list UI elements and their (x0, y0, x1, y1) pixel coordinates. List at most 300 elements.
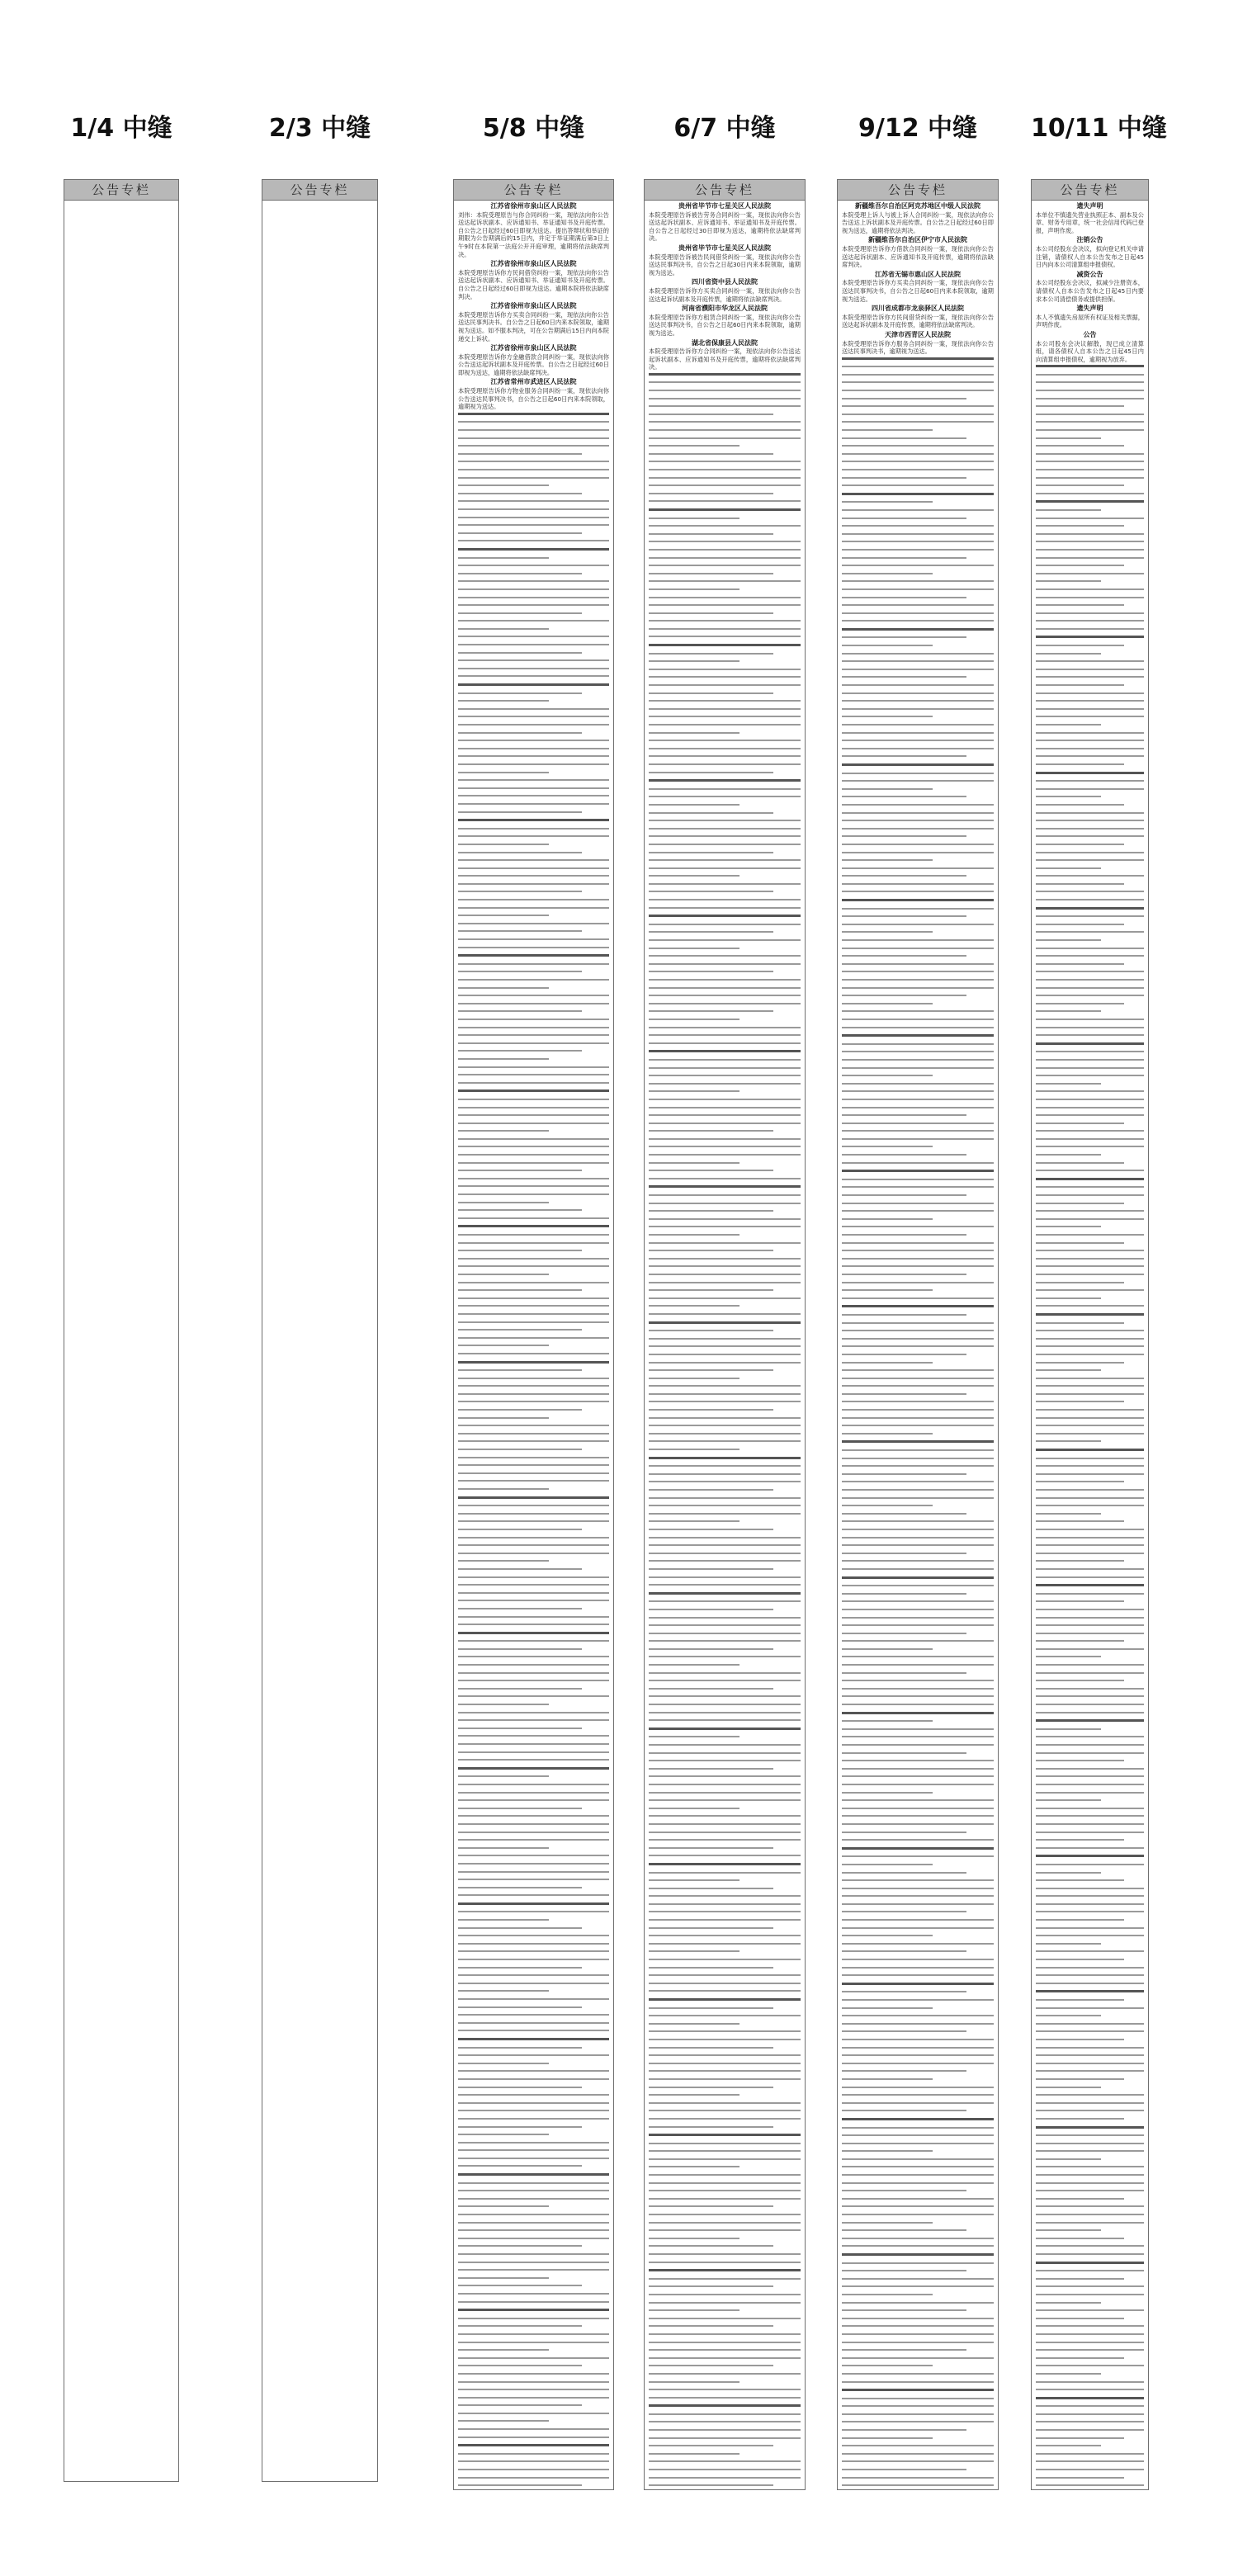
text-line (458, 1983, 609, 1984)
text-line (1036, 1186, 1144, 1188)
text-line (458, 1130, 549, 1132)
text-line (458, 1887, 582, 1888)
text-line (842, 2365, 933, 2366)
text-line (842, 1075, 933, 1076)
text-line (1036, 867, 1101, 869)
text-line (842, 357, 994, 360)
text-line (1036, 1911, 1144, 1912)
text-line (842, 573, 933, 574)
text-line (1036, 653, 1101, 655)
text-line (842, 469, 994, 470)
text-line (649, 2325, 773, 2327)
text-line (842, 2302, 994, 2304)
text-line (842, 1378, 994, 1379)
text-line (842, 995, 966, 996)
text-line (649, 1568, 773, 1570)
panel-header: 公告专栏 (1032, 180, 1148, 201)
text-line (458, 1799, 609, 1801)
text-line (649, 1234, 739, 1236)
column-6-7 (644, 0, 806, 2576)
text-line (1036, 1752, 1144, 1754)
text-line (649, 2158, 801, 2160)
text-line (842, 1792, 933, 1794)
text-line (1036, 1695, 1144, 1697)
text-line (842, 2421, 994, 2422)
text-line (1036, 1369, 1101, 1371)
text-line (1036, 461, 1144, 462)
text-line (458, 1146, 609, 1147)
notice-court: 四川省资中县人民法院 (692, 278, 758, 286)
notice-item (458, 378, 609, 410)
text-line (1036, 1162, 1124, 1164)
text-line (842, 796, 966, 797)
text-line (649, 1672, 801, 1674)
text-line (842, 484, 994, 486)
notice-text: 本公司经股东会决议，拟向登记机关申请注销，请债权人自本公告发布之日起45日内向本公司清算组申报债权。 (1036, 244, 1144, 269)
text-line (842, 453, 994, 455)
text-line (458, 1074, 609, 1075)
text-line (458, 1027, 609, 1028)
text-line (458, 2078, 609, 2080)
column-1-4 (64, 0, 179, 2576)
text-line (649, 732, 739, 734)
notice-text: 本人不慎遗失房屋所有权证及相关票据，声明作废。 (1036, 313, 1144, 329)
notice-court: 天津市西青区人民法院 (885, 330, 951, 338)
text-line (458, 763, 609, 765)
text-line (1036, 1313, 1144, 1316)
text-line (1036, 1999, 1124, 2001)
text-line (1036, 588, 1144, 590)
text-line (842, 732, 994, 734)
text-line (458, 604, 609, 606)
text-line (1036, 1305, 1144, 1307)
text-line (458, 930, 582, 932)
text-line (1036, 628, 1144, 630)
text-line (1036, 1458, 1144, 1459)
text-line (458, 659, 609, 661)
text-line (1036, 2484, 1144, 2486)
text-line (458, 1808, 582, 1809)
text-line (458, 1680, 609, 1681)
text-line (458, 2142, 609, 2144)
text-line (458, 461, 609, 462)
text-line (649, 1688, 773, 1690)
text-line (1036, 1338, 1144, 1340)
text-line (842, 1974, 994, 1976)
text-line (1036, 1736, 1144, 1737)
text-line (842, 2118, 994, 2120)
text-line (649, 1792, 801, 1794)
text-line (458, 700, 549, 702)
text-line (649, 716, 801, 717)
text-line (842, 1864, 933, 1865)
text-line (649, 2039, 801, 2040)
text-line (649, 2134, 801, 2136)
text-line (458, 1902, 609, 1905)
text-line (842, 1648, 933, 1650)
text-line (649, 2397, 801, 2399)
text-line (458, 995, 609, 996)
text-line (1036, 1465, 1144, 1467)
text-line (842, 844, 994, 845)
text-line (842, 1258, 994, 1260)
text-line (1036, 2357, 1124, 2359)
notice-court: 江苏省徐州市泉山区人民法院 (490, 302, 577, 310)
text-line (649, 2429, 801, 2431)
text-line (649, 804, 739, 806)
text-line (458, 1313, 609, 1315)
text-line (649, 1178, 801, 1179)
text-line (649, 405, 801, 407)
text-line (842, 509, 994, 511)
text-line (1036, 835, 1144, 837)
text-line (1036, 1544, 1144, 1546)
text-line (842, 604, 994, 606)
text-line (458, 1927, 582, 1929)
text-line (842, 1099, 994, 1100)
text-line (842, 1633, 966, 1634)
text-line (842, 645, 933, 646)
text-line (842, 612, 994, 614)
text-line (458, 1847, 549, 1849)
text-line (649, 1695, 801, 1697)
text-line (458, 1321, 609, 1323)
text-line (842, 2381, 994, 2383)
text-line (649, 1950, 739, 1952)
text-line (842, 1999, 994, 2001)
panel-header: 公告专栏 (64, 180, 178, 201)
text-line (1036, 1529, 1144, 1530)
notice-court: 河南省濮阳市华龙区人民法院 (682, 305, 768, 313)
text-line (649, 1345, 801, 1347)
notice-panel (837, 179, 999, 2490)
text-line (458, 2309, 609, 2311)
text-line (649, 1425, 801, 1426)
text-line (458, 1894, 609, 1896)
text-line (458, 819, 609, 821)
text-line (842, 1179, 994, 1180)
text-line (1036, 390, 1144, 391)
text-line (1036, 1114, 1144, 1116)
text-line (649, 2007, 773, 2009)
text-line (1036, 1950, 1144, 1952)
text-line (842, 1003, 933, 1004)
text-line (458, 2222, 609, 2224)
text-line (842, 1218, 933, 1220)
text-line (649, 1050, 801, 1052)
text-line (458, 2381, 609, 2383)
text-line (649, 1935, 801, 1936)
text-line (842, 565, 994, 566)
text-line (649, 1242, 801, 1244)
text-line (842, 1170, 994, 1172)
text-line (649, 2110, 801, 2111)
text-line (649, 1473, 801, 1475)
text-line (1036, 907, 1144, 910)
text-line (1036, 700, 1144, 702)
text-line (649, 2389, 801, 2390)
text-line (842, 2190, 966, 2191)
text-line (649, 2357, 801, 2359)
text-line (458, 453, 582, 455)
text-line (1036, 2023, 1144, 2025)
text-line (458, 1042, 609, 1044)
text-line (842, 1600, 994, 1602)
text-line (1036, 2278, 1124, 2280)
text-line (649, 779, 801, 782)
text-line (1036, 740, 1144, 741)
text-line (1036, 1138, 1144, 1140)
text-line (458, 2182, 609, 2184)
text-line (1036, 1832, 1144, 1833)
text-line (649, 533, 773, 535)
text-line (458, 1879, 609, 1880)
notice-court: 贵州省毕节市七星关区人民法院 (678, 202, 771, 210)
text-line (842, 788, 933, 790)
text-line (458, 740, 609, 741)
text-line (842, 1744, 994, 1746)
text-line (842, 1544, 994, 1546)
text-line (842, 1282, 994, 1283)
text-line (649, 1998, 801, 2001)
text-line (1036, 421, 1144, 423)
text-line (842, 557, 966, 559)
text-line (649, 1107, 801, 1108)
text-line (458, 1568, 582, 1570)
text-line (649, 1633, 801, 1634)
text-line (1036, 453, 1144, 455)
text-line (649, 2302, 801, 2304)
notice-text: 本院受理原告诉你方借款合同纠纷一案，现依法向你公告送达起诉状副本、应诉通知书及开庭传票，逾期将依法缺席判决。 (842, 244, 994, 269)
notice-text: 刘伟：本院受理原告与你合同纠纷一案，现依法向你公告送达起诉状副本、应诉通知书、举证通知书及开庭传票。自公告之日起经过60日即视为送达。提出答辩状和举证的期限为公告期满后的15日内，并定于举证期满后第3日上午9时在本院第一法庭公开开庭审理，逾期将依法缺席判决。 (458, 210, 609, 258)
column-title: 9/12 中缝 (858, 114, 978, 143)
text-line (649, 2078, 801, 2080)
text-line (649, 525, 801, 527)
text-line (842, 588, 994, 590)
text-line (649, 2349, 801, 2351)
text-line (649, 835, 801, 837)
text-line (842, 1203, 994, 1204)
text-line (1036, 2039, 1124, 2040)
text-line (1036, 748, 1144, 749)
text-line (842, 525, 994, 527)
text-line (649, 500, 801, 502)
text-line (842, 684, 994, 686)
text-line (649, 1808, 739, 1809)
text-line (842, 812, 994, 814)
text-line (842, 1433, 933, 1435)
text-line (649, 1847, 773, 1849)
text-line (649, 1210, 773, 1212)
text-line (649, 2245, 773, 2247)
text-line (1036, 2460, 1144, 2462)
text-line (1036, 1927, 1144, 1929)
column-title: 1/4 中缝 (70, 114, 172, 143)
text-line (842, 2349, 966, 2351)
text-line (458, 1464, 609, 1466)
text-line (458, 2047, 582, 2049)
text-line (649, 669, 801, 670)
text-line (458, 1719, 609, 1721)
text-line (458, 2087, 582, 2088)
text-line (458, 1863, 609, 1865)
notice-text: 本院受理原告诉你方服务合同纠纷一案，现依法向你公告送达民事判决书，逾期视为送达。 (842, 339, 994, 356)
text-line (842, 1322, 994, 1324)
text-line (1036, 2253, 1144, 2255)
text-line (842, 708, 994, 710)
text-line (649, 2190, 801, 2191)
text-line (842, 1568, 994, 1570)
notice-text: 本院受理原告诉被告劳务合同纠纷一案，现依法向你公告送达起诉状副本、应诉通知书、举证通知书及开庭传票。自公告之日起经过30日即视为送达，逾期将依法缺席判决。 (649, 210, 801, 243)
text-line (1036, 820, 1144, 821)
notice-court: 江苏省常州市武进区人民法院 (490, 378, 577, 386)
text-line (842, 1784, 994, 1785)
text-line (649, 1505, 801, 1506)
text-line (649, 1855, 801, 1856)
text-line (649, 1265, 801, 1267)
text-line (842, 2205, 994, 2207)
text-line (458, 628, 549, 630)
text-line (1036, 533, 1144, 535)
text-line (1036, 414, 1144, 415)
text-line (649, 1433, 801, 1435)
text-line (458, 1775, 549, 1777)
text-line (458, 1624, 609, 1625)
text-line (1036, 2397, 1144, 2399)
text-line (649, 2102, 801, 2104)
text-line (842, 445, 994, 447)
text-line (1036, 1051, 1144, 1052)
text-line (458, 883, 609, 885)
text-line (1036, 2262, 1144, 2264)
text-line (842, 1458, 994, 1459)
text-line (458, 724, 609, 726)
text-line (458, 938, 609, 940)
notice-text: 本院受理原告诉你方民间借贷纠纷一案，现依法向你公告送达起诉状副本、应诉通知书、举证通知书及开庭传票。自公告之日起经过60日即视为送达。逾期本院将依法缺席判决。 (458, 268, 609, 300)
text-line (458, 1974, 609, 1976)
text-line (842, 1553, 966, 1554)
text-line (649, 2421, 801, 2422)
text-line (842, 1401, 994, 1402)
text-line (649, 1218, 801, 1220)
text-line (458, 2373, 609, 2375)
text-line (458, 1855, 609, 1856)
text-line (458, 508, 609, 510)
text-line (458, 1544, 609, 1546)
text-line (1036, 1513, 1101, 1515)
text-line (1036, 931, 1144, 933)
notice-text: 本院受理原告诉你方租赁合同纠纷一案，现依法向你公告送达民事判决书，自公告之日起60日内来本院领取，逾期视为送达。 (649, 313, 801, 337)
text-line (842, 724, 994, 726)
text-line (842, 1624, 994, 1626)
notice-item (649, 305, 801, 337)
notice-court: 遗失声明 (1076, 305, 1103, 313)
notice-text: 本院受理原告诉你方买卖合同纠纷一案，现依法向你公告送达民事判决书，自公告之日起60日内来本院领取，逾期视为送达。 (842, 279, 994, 303)
text-line (1036, 1903, 1144, 1905)
text-line (1036, 955, 1144, 957)
text-line (842, 366, 994, 367)
notice-item (842, 305, 994, 329)
text-line (458, 828, 609, 830)
text-line (458, 597, 609, 598)
text-line (842, 1162, 994, 1164)
text-line (1036, 939, 1101, 941)
text-line (842, 1305, 994, 1307)
text-line (649, 1282, 801, 1283)
text-line (842, 1617, 994, 1619)
notice-item (842, 271, 994, 303)
text-line (842, 875, 966, 877)
text-line (458, 1265, 609, 1267)
text-line (1036, 732, 1144, 734)
text-line (649, 1967, 773, 1969)
text-line (649, 1369, 773, 1371)
text-line (842, 1760, 994, 1761)
text-line (842, 2134, 994, 2136)
column-9-12 (837, 0, 999, 2576)
text-line (842, 2484, 994, 2486)
text-line (458, 1672, 609, 1674)
text-line (649, 1784, 801, 1785)
text-line (649, 859, 801, 861)
text-line (842, 1330, 994, 1331)
text-line (1036, 1130, 1144, 1132)
notice-item (1036, 271, 1144, 303)
text-line (649, 692, 773, 694)
text-line (649, 1226, 801, 1227)
text-line (842, 1911, 966, 1912)
text-line (842, 1385, 994, 1387)
text-line (458, 548, 609, 551)
text-line (649, 1609, 773, 1610)
text-line (458, 675, 609, 677)
text-line (649, 1457, 801, 1459)
text-line (842, 899, 994, 901)
text-line (842, 1473, 966, 1475)
text-line (1036, 2238, 1124, 2239)
text-line (1036, 1409, 1144, 1411)
text-line (1036, 374, 1144, 376)
text-line (458, 947, 609, 948)
text-line (649, 1305, 739, 1307)
text-line (842, 493, 994, 495)
text-line (458, 668, 609, 669)
text-line (1036, 1322, 1124, 1324)
text-line (1036, 1624, 1144, 1626)
text-line (458, 636, 609, 637)
text-line (649, 1990, 801, 1992)
text-line (649, 2453, 739, 2455)
text-line (842, 2245, 994, 2247)
text-line (842, 2342, 994, 2343)
text-line (842, 891, 994, 892)
text-line (458, 1337, 609, 1339)
text-line (1036, 1990, 1144, 1992)
text-line (1036, 2150, 1144, 2152)
text-line (842, 931, 933, 933)
notice-item (1036, 202, 1144, 234)
text-line (842, 780, 994, 782)
text-line (649, 2047, 773, 2049)
notice-item (649, 202, 801, 243)
text-line (649, 1354, 801, 1355)
text-line (649, 700, 801, 702)
notice-court: 江苏省无锡市惠山区人民法院 (875, 270, 961, 278)
text-line (649, 2278, 801, 2280)
text-line (458, 2293, 609, 2295)
text-line (842, 653, 994, 655)
text-line (842, 421, 994, 423)
